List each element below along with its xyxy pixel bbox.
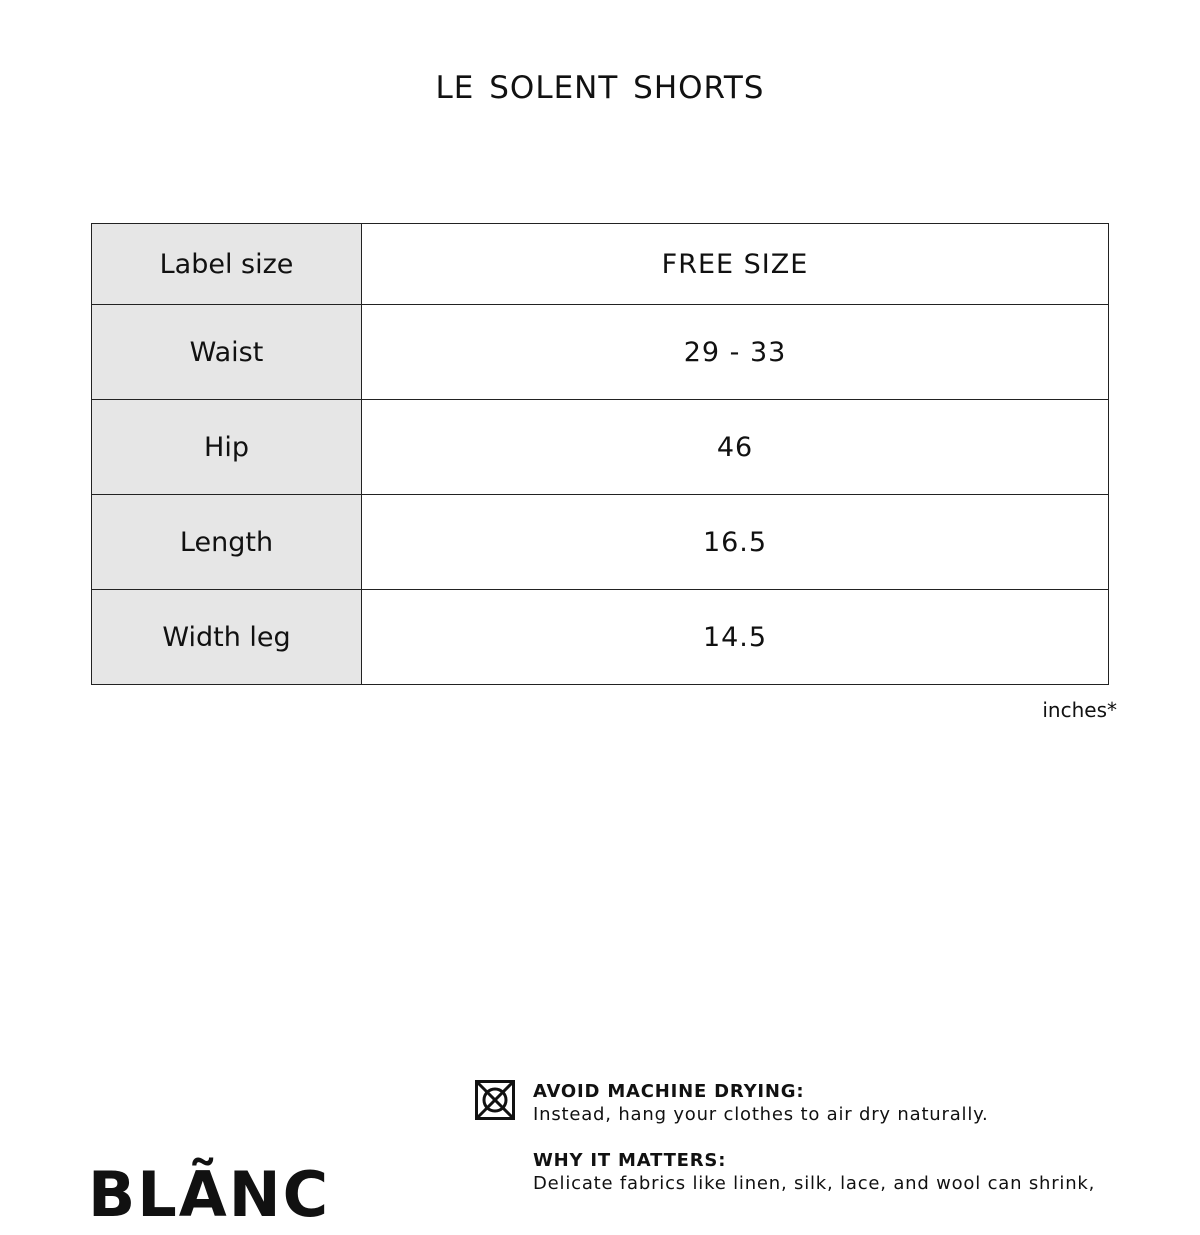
unit-note: inches* [1042,698,1117,722]
table-row [92,590,1109,685]
row-label: Waist [92,305,362,400]
brand-logo: BLÃNC [88,1158,331,1231]
why-heading: WHY IT MATTERS: [533,1150,727,1171]
row-value: 16.5 [362,495,1109,590]
size-chart-table [91,223,1109,685]
table-row [92,495,1109,590]
row-value: FREE SIZE [362,224,1109,305]
care-text: Instead, hang your clothes to air dry naturally. [533,1104,989,1125]
row-label: Hip [92,400,362,495]
row-label: Width leg [92,590,362,685]
row-value: 14.5 [362,590,1109,685]
why-it-matters [533,1149,1173,1195]
do-not-tumble-dry-icon [475,1080,515,1120]
table-row [92,224,1109,305]
row-label: Length [92,495,362,590]
table-row [92,400,1109,495]
row-label: Label size [92,224,362,305]
table-row [92,305,1109,400]
row-value: 29 - 33 [362,305,1109,400]
why-text: Delicate fabrics like linen, silk, lace, and wool can shrink, [533,1173,1096,1194]
care-heading: AVOID MACHINE DRYING: [533,1081,805,1102]
row-value: 46 [362,400,1109,495]
page-title: LE SOLENT SHORTS [435,70,765,106]
